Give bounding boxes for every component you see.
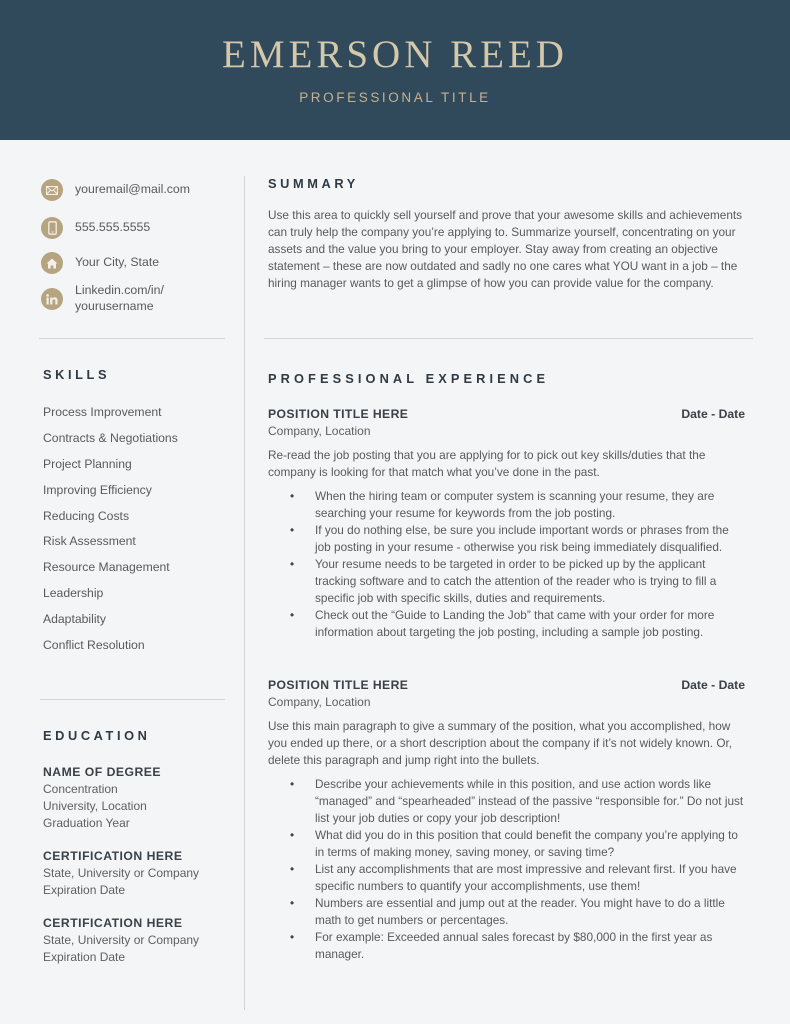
summary-heading: SUMMARY [268,176,359,191]
education-entry-degree [43,764,161,832]
job-bullets [268,488,745,641]
job-bullet [268,827,745,861]
job-bullets [268,776,745,963]
right-divider-1 [264,338,753,339]
bullet-text: Numbers are essential and jump out at the reader. You might have to do a little math to get numbers or percentages. [315,896,725,927]
bullet-icon: • [290,608,295,622]
left-divider-1 [39,338,225,339]
education-entry-certification-1 [43,848,199,899]
degree-concentration: Concentration [43,782,118,796]
job-bullet [268,488,745,522]
contact-location [41,252,159,274]
job-bullet [268,607,745,641]
job-company: Company, Location [268,424,371,438]
email-text: youremail@mail.com [75,182,190,196]
skills-list [43,404,178,663]
professional-title: PROFESSIONAL TITLE [299,90,491,105]
envelope-icon [41,179,63,201]
skill-item: Improving Efficiency [43,482,152,497]
location-text: Your City, State [75,255,160,269]
contact-phone [41,217,150,239]
contact-email [41,179,190,201]
resume-header [0,0,790,140]
certification-expiration: Expiration Date [43,950,126,964]
job-title: POSITION TITLE HERE [268,678,409,692]
job-entry-1 [268,406,745,641]
bullet-text: Your resume needs to be targeted in order to be picked up by the applicant tracking software and to catch the attention of the reader who is trying to fill a specific job with specific skills, duties and requirements. [315,557,717,605]
bullet-text: List any accomplishments that are most impressive and relevant first. If you have specific numbers to quantify your accomplishments, use them! [315,862,737,893]
degree-name: NAME OF DEGREE [43,765,162,779]
job-dates: Date - Date [681,407,745,421]
bullet-text: Describe your achievements while in this position, and use action words like “managed” and “spearheaded” instead of the passive “responsible for.” Do not just list your job duties or copy your job description! [315,777,744,825]
skill-item: Resource Management [43,560,170,575]
bullet-text: When the hiring team or computer system is scanning your resume, they are searching your resume for keywords from the job posting. [315,489,715,520]
skill-item: Process Improvement [43,405,162,419]
bullet-icon: • [290,777,295,791]
skill-item: Reducing Costs [43,508,130,523]
job-company: Company, Location [268,695,371,709]
bullet-text: For example: Exceeded annual sales forecast by $80,000 in the first year as manager. [315,930,713,961]
skill-item: Adaptability [43,612,107,627]
bullet-icon: • [290,828,295,842]
experience-heading: PROFESSIONAL EXPERIENCE [268,371,550,386]
certification-name: CERTIFICATION HERE [43,849,183,863]
linkedin-icon [41,288,63,310]
skill-item: Risk Assessment [43,534,136,549]
bullet-icon: • [290,930,295,944]
certification-name: CERTIFICATION HERE [43,916,183,930]
skill-item: Leadership [43,586,104,601]
job-dates: Date - Date [681,678,745,692]
column-divider [244,176,245,1010]
bullet-text: What did you do in this position that could benefit the company you’re applying to in terms of making money, saving money, or saving time? [315,828,738,859]
bullet-icon: • [290,557,295,571]
job-bullet [268,556,745,607]
phone-icon [41,217,63,239]
job-bullet [268,522,745,556]
linkedin-line-1: Linkedin.com/in/ [75,283,164,297]
education-heading: EDUCATION [43,728,151,743]
bullet-icon: • [290,862,295,876]
skill-item: Conflict Resolution [43,638,145,653]
linkedin-line-2: yourusername [75,298,154,313]
certification-issuer: State, University or Company [43,933,200,947]
phone-text: 555.555.5555 [75,220,151,234]
job-entry-2 [268,677,745,963]
skills-heading: SKILLS [43,367,111,382]
job-bullet [268,929,745,963]
summary-text: Use this area to quickly sell yourself and prove that your awesome skills and achievements can truly help the company you’re applying to. Summarize yourself, concentrating on your assets and the value you bring to your employer. Stay away from creating an objective statement – these are now outdated and sadly no one cares what YOU want in a job – the hiring manager wants to get a glimpse of how you can provide value for the company. [268,208,743,291]
contact-linkedin [41,283,164,314]
certification-expiration: Expiration Date [43,883,126,897]
home-icon [41,252,63,274]
left-divider-2 [40,699,225,700]
bullet-icon: • [290,523,295,537]
education-entry-certification-2 [43,915,199,966]
linkedin-text [75,283,164,314]
bullet-text: Check out the “Guide to Landing the Job” that came with your order for more information about targeting the job posting, including a sample job posting. [315,608,715,639]
job-title: POSITION TITLE HERE [268,407,409,421]
bullet-icon: • [290,896,295,910]
job-description: Use this main paragraph to give a summary of the position, what you accomplished, how you ended up there, or a short description about the company if it’s not widely known. Or, delete this paragraph and jump right into the bullets. [268,719,733,767]
degree-university: University, Location [43,799,147,813]
job-bullet [268,895,745,929]
degree-graduation-year: Graduation Year [43,816,130,830]
bullet-text: If you do nothing else, be sure you include important words or phrases from the job posting in your resume - otherwise you risk being immediately disqualified. [315,523,729,554]
skill-item: Contracts & Negotiations [43,430,178,445]
candidate-name: EMERSON REED [222,33,568,76]
certification-issuer: State, University or Company [43,866,200,880]
job-description: Re-read the job posting that you are applying for to pick out key skills/duties that the company is looking for that match what you’ve done in the past. [268,448,706,479]
skill-item: Project Planning [43,456,132,471]
job-bullet [268,776,745,827]
bullet-icon: • [290,489,295,503]
job-bullet [268,861,745,895]
